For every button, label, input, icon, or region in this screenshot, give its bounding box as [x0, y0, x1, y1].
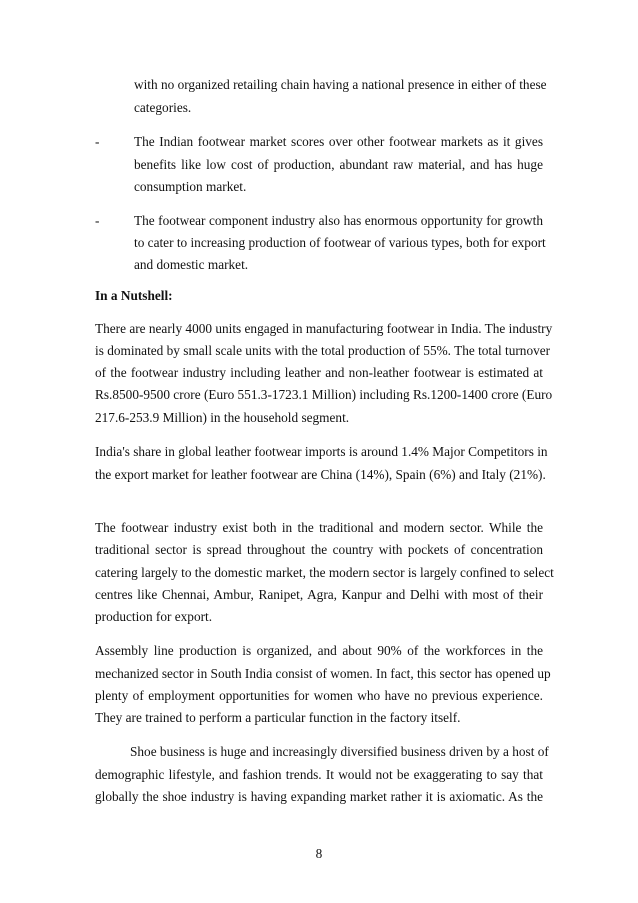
text-line: with no organized retailing chain having a national presence in either of these [134, 77, 547, 92]
text-line: production for export. [95, 609, 213, 624]
text-line: India's share in global leather footwear imports is around 1.4% Major Competitors in [95, 444, 548, 459]
text-line: benefits like low cost of production, abundant raw material, and has huge [134, 157, 543, 172]
text-line: globally the shoe industry is having expanding market rather it is axiomatic. As the [95, 789, 543, 804]
text-line: and domestic market. [134, 257, 249, 272]
text-line: consumption market. [134, 179, 247, 194]
text-line: plenty of employment opportunities for women who have no previous experience. [95, 688, 543, 703]
text-line: of the footwear industry including leather and non-leather footwear is estimated at [95, 365, 543, 380]
text-line: There are nearly 4000 units engaged in manufacturing footwear in India. The industry [95, 321, 553, 336]
text-line: to cater to increasing production of footwear of various types, both for export [134, 235, 546, 250]
text-line: centres like Chennai, Ambur, Ranipet, Agra, Kanpur and Delhi with most of their [95, 587, 543, 602]
text-line: They are trained to perform a particular function in the factory itself. [95, 710, 461, 725]
section-heading: In a Nutshell: [95, 288, 173, 303]
text-line: 217.6-253.9 Million) in the household segment. [95, 410, 350, 425]
text-line: Rs.8500-9500 crore (Euro 551.3-1723.1 Million) including Rs.1200-1400 crore (Euro [95, 387, 553, 402]
text-line: is dominated by small scale units with the total production of 55%. The total turnover [95, 343, 551, 358]
text-line: traditional sector is spread throughout the country with pockets of concentration [95, 542, 543, 557]
text-line: The footwear component industry also has enormous opportunity for growth [134, 213, 543, 228]
bullet-marker: - [95, 134, 100, 149]
text-line: catering largely to the domestic market, the modern sector is largely confined to select [95, 565, 554, 580]
text-line: the export market for leather footwear are China (14%), Spain (6%) and Italy (21%). [95, 467, 546, 482]
text-line: The Indian footwear market scores over other footwear markets as it gives [134, 134, 543, 149]
text-line: demographic lifestyle, and fashion trends. It would not be exaggerating to say that [95, 767, 543, 782]
text-line: Assembly line production is organized, and about 90% of the workforces in the [95, 643, 543, 658]
page-number: 8 [315, 846, 323, 861]
text-line: categories. [134, 100, 192, 115]
text-line: Shoe business is huge and increasingly diversified business driven by a host of [130, 744, 549, 759]
text-line: The footwear industry exist both in the traditional and modern sector. While the [95, 520, 543, 535]
bullet-marker: - [95, 213, 100, 228]
text-line: mechanized sector in South India consist of women. In fact, this sector has opened up [95, 666, 551, 681]
